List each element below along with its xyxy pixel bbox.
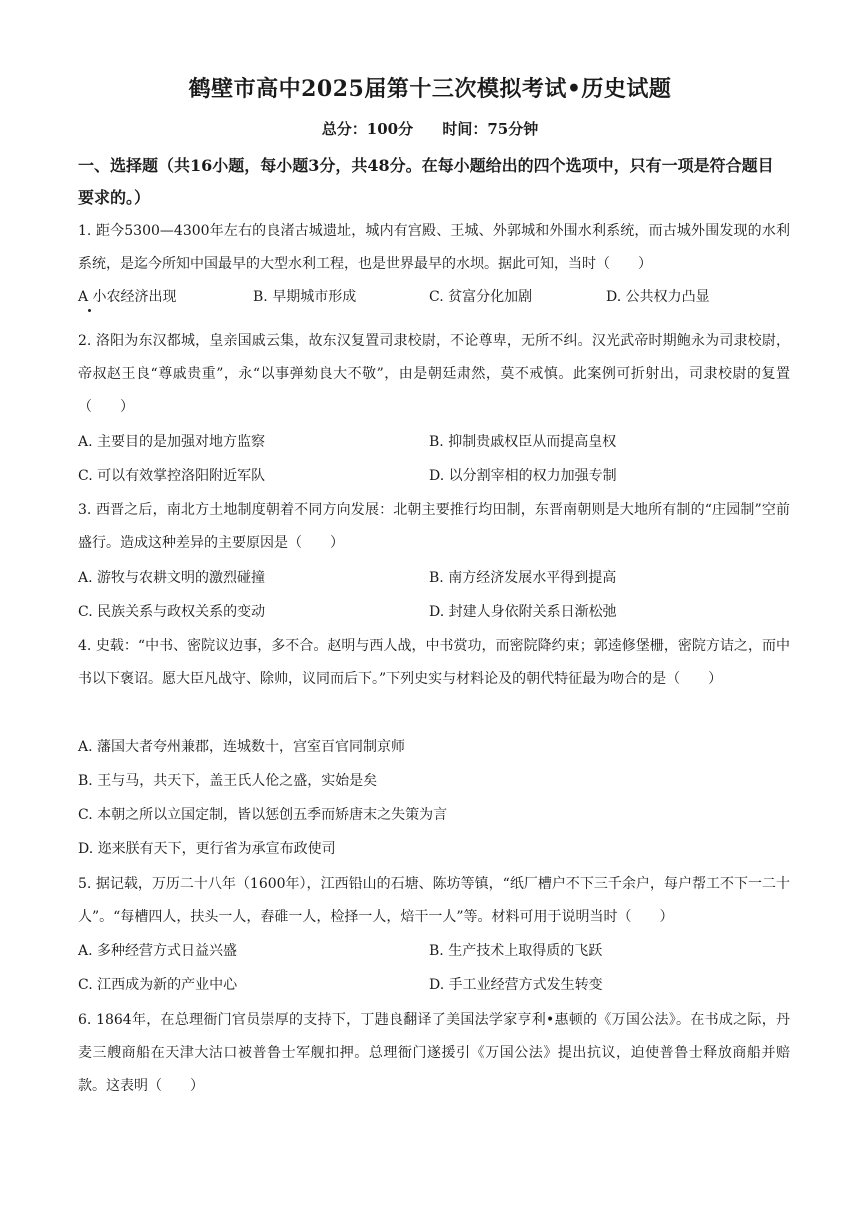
exam-meta	[0, 118, 860, 139]
stray-dot	[88, 309, 91, 312]
question-4-stem: 4. 史载：“中书、密院议边事，多不合。赵明与西人战，中书赏功，而密院降约束；郭逵修堡栅，密院方诘之，而中书以下褒诏。愿大臣凡战守、除帅，议同而后下。”下列史实与材料论及的朝代特征最为吻合的是（ ）	[78, 638, 790, 687]
exam-time: 时间：75分钟	[442, 120, 539, 138]
q2-option-d: D. 以分割宰相的权力加强专制	[429, 468, 617, 484]
total-score: 总分：100分	[321, 120, 414, 138]
q4-option-c: C. 本朝之所以立国定制，皆以惩创五季而矫唐末之失策为言	[78, 807, 448, 823]
q2-option-a: A. 主要目的是加强对地方监察	[78, 434, 266, 450]
q1-option-c: C. 贫富分化加剧	[429, 289, 533, 305]
q4-option-b: B. 王与马，共天下，盖王氏人伦之盛，实始是矣	[78, 773, 378, 789]
q2-option-c: C. 可以有效掌控洛阳附近军队	[78, 468, 266, 484]
q3-option-a: A. 游牧与农耕文明的激烈碰撞	[78, 570, 266, 586]
q1-option-b: B. 早期城市形成	[253, 289, 357, 305]
q1-option-d: D. 公共权力凸显	[606, 289, 710, 305]
q5-option-b: B. 生产技术上取得质的飞跃	[429, 943, 603, 959]
question-5-stem: 5. 据记载，万历二十八年（1600年），江西铅山的石塘、陈坊等镇，“纸厂槽户不下三千余户，每户帮工不下一二十人”。“每槽四人，扶头一人，舂碓一人，检择一人，焙干一人”等。材料可用于说明当时（ ）	[78, 876, 790, 925]
q4-option-a: A. 藩国大者夸州兼郡，连城数十，宫室百官同制京师	[78, 739, 406, 755]
q2-option-b: B. 抑制贵戚权臣从而提高皇权	[429, 434, 617, 450]
question-1-stem: 1. 距今5300—4300年左右的良渚古城遗址，城内有宫殿、王城、外郭城和外围水利系统，而古城外围发现的水利系统，是迄今所知中国最早的大型水利工程，也是世界最早的水坝。据此可知，当时（ ）	[78, 223, 790, 272]
q4-option-d: D. 迩来朕有天下，更行省为承宣布政使司	[78, 841, 336, 857]
q5-option-c: C. 江西成为新的产业中心	[78, 977, 238, 993]
q5-option-d: D. 手工业经营方式发生转变	[429, 977, 603, 993]
q3-option-b: B. 南方经济发展水平得到提高	[429, 570, 617, 586]
page-title: 鹤壁市高中2025届第十三次模拟考试•历史试题	[188, 76, 672, 102]
question-3-stem: 3. 西晋之后，南北方土地制度朝着不同方向发展：北朝主要推行均田制，东晋南朝则是大地所有制的“庄园制”空前盛行。造成这种差异的主要原因是（ ）	[78, 502, 790, 551]
q3-option-d: D. 封建人身依附关系日渐松弛	[429, 604, 617, 620]
q3-option-c: C. 民族关系与政权关系的变动	[78, 604, 266, 620]
q1-option-a: A 小农经济出现	[78, 289, 177, 305]
question-6-stem: 6. 1864年，在总理衙门官员崇厚的支持下，丁韪良翻译了美国法学家亨利•惠顿的《万国公法》。在书成之际，丹麦三艘商船在天津大沽口被普鲁士军舰扣押。总理衙门遂援引《万国公法》提出抗议，迫使普鲁士释放商船并赔款。这表明（ ）	[78, 1012, 790, 1094]
q5-option-a: A. 多种经营方式日益兴盛	[78, 943, 238, 959]
section-heading: 一、选择题（共16小题，每小题3分，共48分。在每小题给出的四个选项中，只有一项是符合题目要求的。）	[78, 156, 774, 207]
question-2-stem: 2. 洛阳为东汉都城，皇亲国戚云集，故东汉复置司隶校尉，不论尊卑，无所不纠。汉光武帝时期鲍永为司隶校尉，帝叔赵王良“尊戚贵重”，永“以事弹劾良大不敬”，由是朝廷肃然，莫不戒慎。此案例可折射出，司隶校尉的复置（ ）	[78, 333, 790, 415]
